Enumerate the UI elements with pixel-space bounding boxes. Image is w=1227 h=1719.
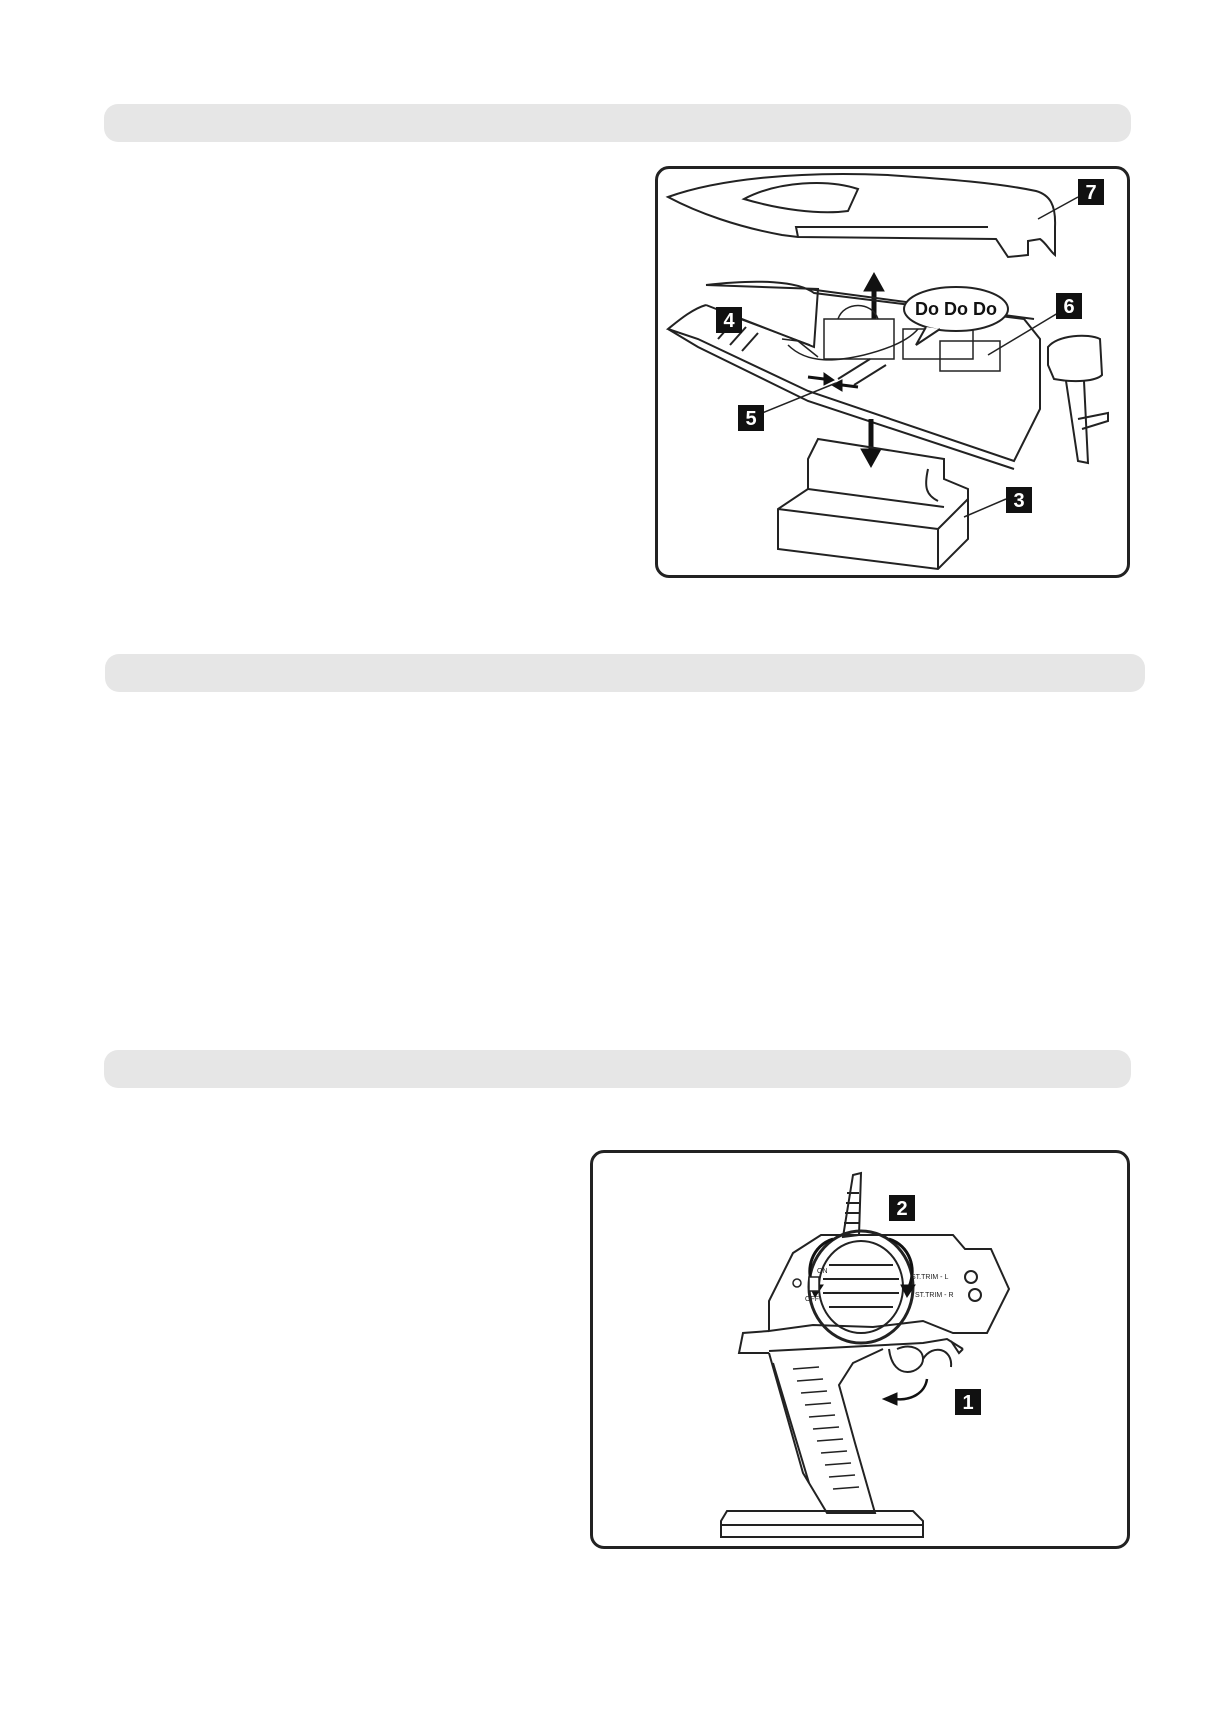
hatch-cover (668, 174, 1055, 257)
transmitter-illustration (593, 1153, 1127, 1546)
arrow-down (861, 419, 881, 467)
switch-off-label: OFF (805, 1296, 819, 1303)
callout-7 (1078, 179, 1104, 205)
trim-right-label: ST.TRIM - R (915, 1292, 954, 1299)
callout-6 (1056, 293, 1082, 319)
callout-2-label: 2 (896, 1198, 908, 1220)
outboard-motor (1048, 336, 1108, 463)
boat-assembly-figure (655, 166, 1130, 578)
antenna (843, 1173, 861, 1237)
callout-2 (889, 1195, 915, 1221)
boat-assembly-illustration (658, 169, 1127, 575)
section-header-bar-2 (105, 654, 1145, 692)
callout-6-label: 6 (1063, 296, 1075, 318)
sound-bubble (904, 287, 1008, 345)
sound-bubble-text: Do Do Do (915, 299, 997, 319)
callout-1 (955, 1389, 981, 1415)
callout-4 (716, 307, 742, 333)
transmitter-body (739, 1235, 1009, 1513)
connector-arrows (808, 373, 858, 391)
section-header-bar-3 (104, 1050, 1131, 1088)
callout-3 (1006, 487, 1032, 513)
steering-trim (911, 1271, 981, 1301)
callout-5-label: 5 (745, 408, 757, 430)
callout-5 (738, 405, 764, 431)
trim-left-label: ST.TRIM - L (911, 1274, 949, 1281)
callout-7-label: 7 (1085, 182, 1097, 204)
transmitter-figure (590, 1150, 1130, 1549)
callout-4-label: 4 (723, 310, 735, 332)
transmitter-base (721, 1511, 923, 1537)
switch-on-label: ON (817, 1268, 828, 1275)
throttle-arrow (883, 1379, 927, 1405)
section-header-bar-1 (104, 104, 1131, 142)
callout-3-label: 3 (1013, 490, 1025, 512)
callout-1-label: 1 (962, 1392, 974, 1414)
